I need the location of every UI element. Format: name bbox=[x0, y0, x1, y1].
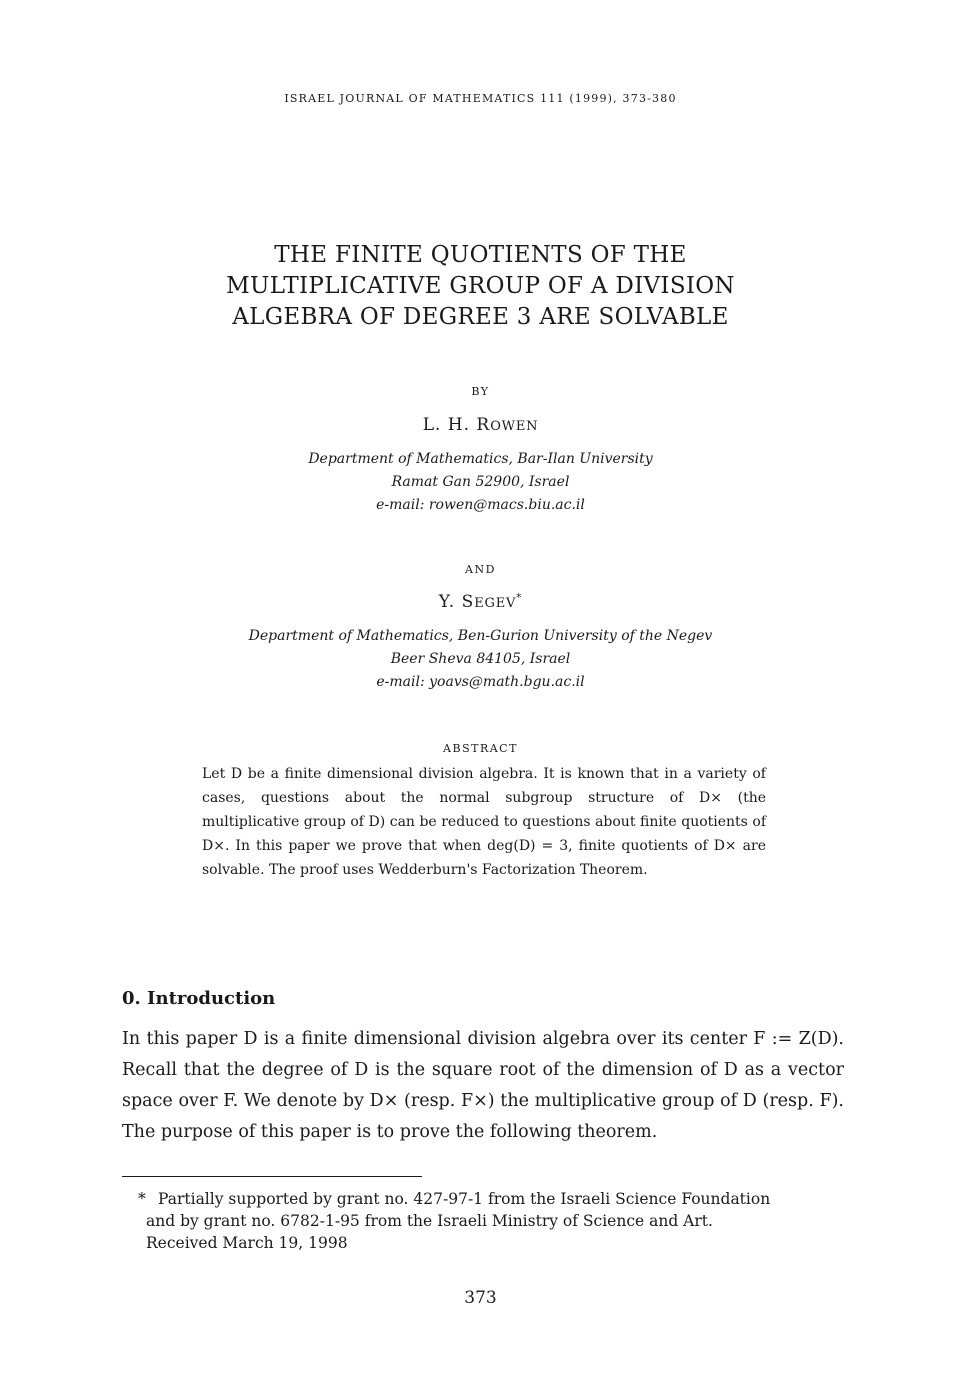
title-line-3: ALGEBRA OF DEGREE 3 ARE SOLVABLE bbox=[232, 304, 729, 330]
title-line-1: THE FINITE QUOTIENTS OF THE bbox=[274, 242, 687, 268]
and-label: AND bbox=[465, 563, 496, 576]
section-heading-introduction: 0. Introduction bbox=[122, 988, 276, 1009]
title-line-2: MULTIPLICATIVE GROUP OF A DIVISION bbox=[226, 273, 735, 299]
footnote-rule bbox=[122, 1176, 422, 1177]
page-number: 373 bbox=[464, 1288, 497, 1308]
author-2-initials: Y. S bbox=[438, 592, 475, 612]
author-1-surname: OWEN bbox=[490, 419, 539, 434]
paper-title bbox=[0, 240, 961, 333]
author-1-department: Department of Mathematics, Bar-Ilan University bbox=[308, 451, 653, 467]
author-2-email: e-mail: yoavs@math.bgu.ac.il bbox=[376, 674, 585, 690]
author-2-address: Beer Sheva 84105, Israel bbox=[390, 651, 571, 667]
author-2-footnote-marker: * bbox=[516, 592, 523, 604]
footnote-line-3: Received March 19, 1998 bbox=[146, 1234, 348, 1252]
author-2-surname: EGEV bbox=[474, 596, 517, 611]
author-2-name bbox=[0, 592, 961, 612]
footnote-line-2: and by grant no. 6782-1-95 from the Israeli Ministry of Science and Art. bbox=[146, 1212, 713, 1230]
by-label: BY bbox=[471, 385, 490, 398]
running-header: ISRAEL JOURNAL OF MATHEMATICS 111 (1999), 373-380 bbox=[284, 92, 677, 105]
abstract-heading: ABSTRACT bbox=[443, 742, 518, 755]
author-1-name bbox=[0, 415, 961, 435]
author-1-address: Ramat Gan 52900, Israel bbox=[391, 474, 570, 490]
footnote bbox=[138, 1188, 846, 1254]
footnote-marker: * bbox=[138, 1190, 146, 1208]
author-2-affiliation bbox=[0, 625, 961, 694]
footnote-line-1: Partially supported by grant no. 427-97-1 from the Israeli Science Foundation bbox=[158, 1190, 771, 1208]
author-1-affiliation bbox=[0, 448, 961, 517]
author-2-department: Department of Mathematics, Ben-Gurion University of the Negev bbox=[248, 628, 713, 644]
author-1-email: e-mail: rowen@macs.biu.ac.il bbox=[376, 497, 585, 513]
abstract-text: Let D be a finite dimensional division algebra. It is known that in a variety of cases, questions about the normal subgroup structure of D× (the multiplicative group of D) can be reduced to questions about finite quotients of D×. In this paper we prove that when deg(D) = 3, finite quotients of D× are solvable. The proof uses Wedderburn's Factorization Theorem. bbox=[202, 766, 766, 878]
introduction-paragraph: In this paper D is a finite dimensional division algebra over its center F := Z(D). Recall that the degree of D is the square root of the dimension of D as a vector space over F. We denote by D× (resp. F×) the multiplicative group of D (resp. F). The purpose of this paper is to prove the following theorem. bbox=[122, 1029, 844, 1142]
author-1-initials: L. H. R bbox=[422, 415, 491, 435]
